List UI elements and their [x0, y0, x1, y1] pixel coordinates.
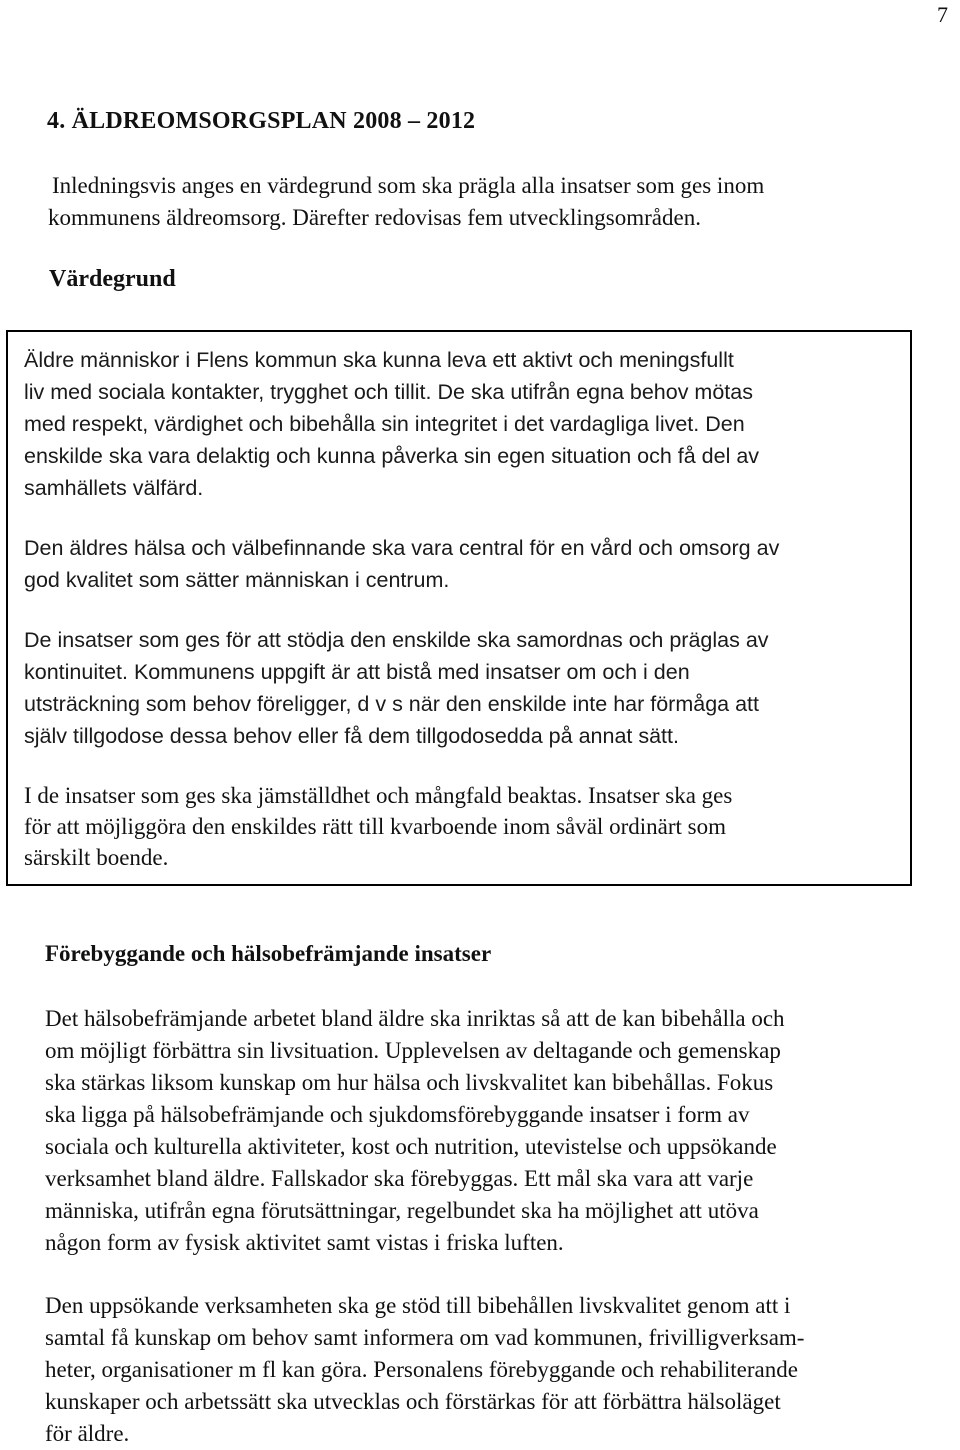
- text-line: samtal få kunskap om behov samt informera om vad kommunen, frivilligverksam-: [45, 1325, 805, 1350]
- text-line: utsträckning som behov föreligger, d v s när den enskilde inte har förmåga att: [24, 692, 759, 716]
- text-line: I de insatser som ges ska jämställdhet och mångfald beaktas. Insatser ska ges: [24, 783, 733, 808]
- intro-line: Inledningsvis anges en värdegrund som ska prägla alla insatser som ges inom: [52, 173, 765, 198]
- text-line: Äldre människor i Flens kommun ska kunna leva ett aktivt och meningsfullt: [24, 348, 734, 372]
- text-line: Den uppsökande verksamheten ska ge stöd till bibehållen livskvalitet genom att i: [45, 1293, 791, 1318]
- text-line: särskilt boende.: [24, 845, 169, 870]
- text-line: samhällets välfärd.: [24, 476, 204, 500]
- text-line: god kvalitet som sätter människan i centrum.: [24, 568, 450, 592]
- text-line: Det hälsobefrämjande arbetet bland äldre ska inriktas så att de kan bibehålla och: [45, 1006, 785, 1031]
- text-line: själv tillgodose dessa behov eller få dem tillgodosedda på annat sätt.: [24, 724, 679, 748]
- page-number: 7: [937, 2, 948, 27]
- text-line: heter, organisationer m fl kan göra. Personalens förebyggande och rehabiliterande: [45, 1357, 798, 1382]
- text-line: om möjligt förbättra sin livsituation. Upplevelsen av deltagande och gemenskap: [45, 1038, 781, 1063]
- intro-line: kommunens äldreomsorg. Därefter redovisas fem utvecklingsområden.: [48, 205, 701, 230]
- text-line: för äldre.: [45, 1421, 130, 1446]
- text-line: Den äldres hälsa och välbefinnande ska vara central för en vård och omsorg av: [24, 536, 780, 560]
- text-line: verksamhet bland äldre. Fallskador ska förebyggas. Ett mål ska vara att varje: [45, 1166, 754, 1191]
- text-line: ska ligga på hälsobefrämjande och sjukdomsförebyggande insatser i form av: [45, 1102, 750, 1127]
- section-heading-vardegrund: Värdegrund: [49, 266, 176, 292]
- text-line: ska stärkas liksom kunskap om hur hälsa och livskvalitet kan bibehållas. Fokus: [45, 1070, 774, 1095]
- value-paragraph: [24, 780, 896, 873]
- text-line: någon form av fysisk aktivitet samt vistas i friska luften.: [45, 1230, 564, 1255]
- text-line: sociala och kulturella aktiviteter, kost och nutrition, utevistelse och uppsökande: [45, 1134, 777, 1159]
- text-line: liv med sociala kontakter, trygghet och tillit. De ska utifrån egna behov mötas: [24, 380, 753, 404]
- intro-paragraph: [50, 170, 930, 234]
- value-paragraph: [24, 344, 896, 504]
- section-heading-forebyggande: Förebyggande och hälsobefrämjande insatser: [45, 941, 492, 966]
- text-line: kunskaper och arbetssätt ska utvecklas och förstärkas för att förbättra hälsoläget: [45, 1389, 781, 1414]
- chapter-title: 4. ÄLDREOMSORGSPLAN 2008 – 2012: [47, 108, 476, 134]
- body-paragraph: [45, 1003, 945, 1259]
- text-line: De insatser som ges för att stödja den enskilde ska samordnas och präglas av: [24, 628, 769, 652]
- text-line: människa, utifrån egna förutsättningar, regelbundet ska ha möjlighet att utöva: [45, 1198, 759, 1223]
- text-line: kontinuitet. Kommunens uppgift är att bistå med insatser om och i den: [24, 660, 690, 684]
- value-paragraph: [24, 624, 896, 752]
- value-paragraph: [24, 532, 896, 596]
- text-line: för att möjliggöra den enskildes rätt till kvarboende inom såväl ordinärt som: [24, 814, 726, 839]
- value-statement-box: [6, 330, 912, 886]
- body-paragraph: [45, 1290, 945, 1450]
- text-line: med respekt, värdighet och bibehålla sin integritet i det vardagliga livet. Den: [24, 412, 745, 436]
- text-line: enskilde ska vara delaktig och kunna påverka sin egen situation och få del av: [24, 444, 760, 468]
